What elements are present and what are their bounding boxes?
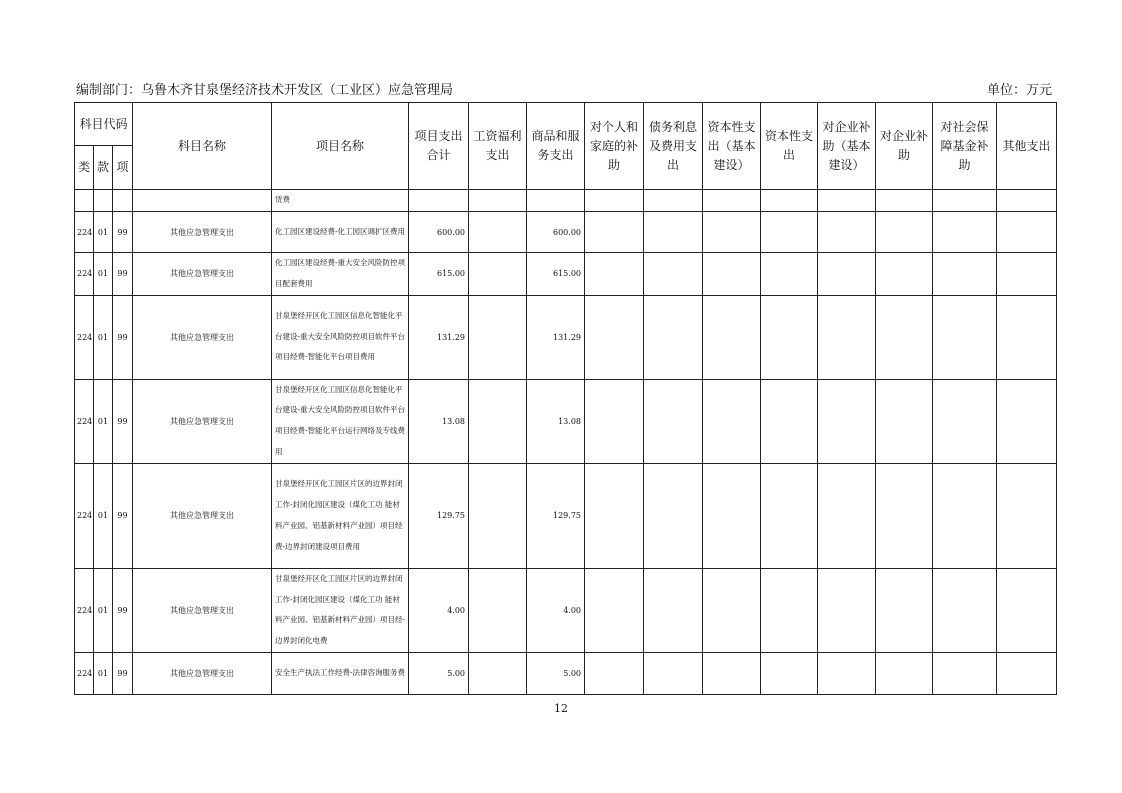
cell-enterprise <box>876 190 933 212</box>
col-individual: 对个人和家庭的补助 <box>585 103 644 190</box>
cell-other <box>997 190 1057 212</box>
col-enterprise-basic: 对企业补助（基本建设） <box>818 103 876 190</box>
cell-lei: 224 <box>75 463 94 568</box>
cell-social <box>933 190 997 212</box>
cell-other <box>997 212 1057 253</box>
cell-debt <box>644 379 703 463</box>
cell-debt <box>644 652 703 694</box>
cell-other <box>997 652 1057 694</box>
cell-project: 化工园区建设经费-重大安全风险防控项目配套费用 <box>272 253 409 296</box>
cell-subject: 其他应急管理支出 <box>133 568 272 652</box>
col-wages: 工资福利支出 <box>469 103 527 190</box>
cell-total <box>409 190 469 212</box>
cell-goods: 615.00 <box>527 253 585 296</box>
cell-kuan <box>94 190 113 212</box>
cell-lei <box>75 190 94 212</box>
col-other: 其他支出 <box>997 103 1057 190</box>
cell-goods: 4.00 <box>527 568 585 652</box>
cell-capital <box>761 379 818 463</box>
table-row <box>75 212 1057 253</box>
cell-capital-basic <box>703 253 761 296</box>
cell-wages <box>469 212 527 253</box>
unit-label: 单位：万元 <box>986 83 1052 98</box>
cell-enterprise-basic <box>818 463 876 568</box>
cell-project: 安全生产执法工作经费-法律咨询服务费 <box>272 652 409 694</box>
cell-enterprise <box>876 295 933 379</box>
col-debt: 债务利息及费用支出 <box>644 103 703 190</box>
cell-subject <box>133 190 272 212</box>
cell-capital <box>761 652 818 694</box>
col-subject: 科目名称 <box>133 103 272 190</box>
cell-capital-basic <box>703 295 761 379</box>
cell-kuan: 01 <box>94 212 113 253</box>
header-row-1 <box>75 103 1057 146</box>
cell-xiang: 99 <box>113 212 133 253</box>
cell-capital-basic <box>703 190 761 212</box>
cell-total: 600.00 <box>409 212 469 253</box>
cell-other <box>997 379 1057 463</box>
col-total: 项目支出合计 <box>409 103 469 190</box>
cell-individual <box>585 253 644 296</box>
cell-xiang: 99 <box>113 568 133 652</box>
table-row <box>75 190 1057 212</box>
cell-enterprise <box>876 463 933 568</box>
cell-xiang <box>113 190 133 212</box>
cell-social <box>933 295 997 379</box>
cell-lei: 224 <box>75 253 94 296</box>
cell-social <box>933 568 997 652</box>
cell-project: 化工园区建设经费-化工园区调扩区费用 <box>272 212 409 253</box>
cell-individual <box>585 212 644 253</box>
cell-subject: 其他应急管理支出 <box>133 463 272 568</box>
col-lei: 类 <box>75 146 94 190</box>
col-capital: 资本性支出 <box>761 103 818 190</box>
cell-enterprise-basic <box>818 652 876 694</box>
cell-capital <box>761 295 818 379</box>
table-row <box>75 379 1057 463</box>
table-row <box>75 253 1057 296</box>
cell-capital <box>761 190 818 212</box>
cell-total: 13.08 <box>409 379 469 463</box>
cell-social <box>933 212 997 253</box>
cell-xiang: 99 <box>113 253 133 296</box>
cell-individual <box>585 190 644 212</box>
cell-debt <box>644 568 703 652</box>
cell-enterprise <box>876 379 933 463</box>
cell-other <box>997 463 1057 568</box>
cell-subject: 其他应急管理支出 <box>133 295 272 379</box>
cell-individual <box>585 295 644 379</box>
cell-enterprise <box>876 568 933 652</box>
cell-xiang: 99 <box>113 463 133 568</box>
cell-wages <box>469 652 527 694</box>
cell-goods: 600.00 <box>527 212 585 253</box>
cell-goods <box>527 190 585 212</box>
cell-debt <box>644 463 703 568</box>
cell-wages <box>469 253 527 296</box>
cell-social <box>933 253 997 296</box>
cell-capital-basic <box>703 652 761 694</box>
cell-lei: 224 <box>75 295 94 379</box>
cell-capital-basic <box>703 212 761 253</box>
cell-individual <box>585 379 644 463</box>
cell-goods: 13.08 <box>527 379 585 463</box>
table-row <box>75 295 1057 379</box>
cell-kuan: 01 <box>94 379 113 463</box>
cell-lei: 224 <box>75 212 94 253</box>
cell-other <box>997 295 1057 379</box>
cell-subject: 其他应急管理支出 <box>133 379 272 463</box>
cell-xiang: 99 <box>113 652 133 694</box>
cell-enterprise <box>876 652 933 694</box>
cell-subject: 其他应急管理支出 <box>133 253 272 296</box>
cell-social <box>933 463 997 568</box>
cell-enterprise-basic <box>818 212 876 253</box>
cell-project: 甘泉堡经开区化工园区信息化智能化平台建设-重大安全风险防控项目软件平台项目经费-智能化平台项目费用 <box>272 295 409 379</box>
cell-total: 615.00 <box>409 253 469 296</box>
cell-kuan: 01 <box>94 652 113 694</box>
col-kuan: 款 <box>94 146 113 190</box>
table-row <box>75 568 1057 652</box>
cell-capital <box>761 463 818 568</box>
cell-goods: 131.29 <box>527 295 585 379</box>
cell-capital <box>761 212 818 253</box>
cell-total: 129.75 <box>409 463 469 568</box>
department-label: 编制部门：乌鲁木齐甘泉堡经济技术开发区（工业区）应急管理局 <box>76 83 454 98</box>
cell-enterprise <box>876 253 933 296</box>
cell-total: 5.00 <box>409 652 469 694</box>
cell-wages <box>469 463 527 568</box>
cell-capital <box>761 568 818 652</box>
table-row <box>75 463 1057 568</box>
col-code-group: 科目代码 <box>75 103 133 146</box>
cell-project: 甘泉堡经开区化工园区信息化智能化平台建设-重大安全风险防控项目软件平台项目经费-智能化平台运行网络及专线费用 <box>272 379 409 463</box>
col-capital-basic: 资本性支出（基本建设） <box>703 103 761 190</box>
cell-total: 131.29 <box>409 295 469 379</box>
cell-wages <box>469 190 527 212</box>
cell-kuan: 01 <box>94 253 113 296</box>
cell-enterprise-basic <box>818 379 876 463</box>
col-xiang: 项 <box>113 146 133 190</box>
cell-goods: 5.00 <box>527 652 585 694</box>
cell-enterprise-basic <box>818 190 876 212</box>
cell-goods: 129.75 <box>527 463 585 568</box>
cell-project: 甘泉堡经开区化工园区片区的边界封闭工作-封闭化园区建设（煤化工功 能材料产业园、铝基新材料产业园）项目经费-边界封闭建设项目费用 <box>272 463 409 568</box>
cell-enterprise-basic <box>818 568 876 652</box>
cell-xiang: 99 <box>113 295 133 379</box>
cell-total: 4.00 <box>409 568 469 652</box>
cell-individual <box>585 568 644 652</box>
cell-social <box>933 379 997 463</box>
budget-table <box>74 102 1057 695</box>
page-number: 12 <box>554 702 568 715</box>
cell-project: 甘泉堡经开区化工园区片区的边界封闭工作-封闭化园区建设（煤化工功 能材料产业园、铝基新材料产业园）项目经-边界封闭化电费 <box>272 568 409 652</box>
cell-subject: 其他应急管理支出 <box>133 212 272 253</box>
cell-capital-basic <box>703 568 761 652</box>
cell-debt <box>644 253 703 296</box>
cell-enterprise <box>876 212 933 253</box>
cell-debt <box>644 190 703 212</box>
cell-lei: 224 <box>75 568 94 652</box>
col-project: 项目名称 <box>272 103 409 190</box>
cell-kuan: 01 <box>94 463 113 568</box>
col-goods: 商品和服务支出 <box>527 103 585 190</box>
cell-kuan: 01 <box>94 295 113 379</box>
col-social: 对社会保障基金补助 <box>933 103 997 190</box>
col-enterprise: 对企业补助 <box>876 103 933 190</box>
cell-subject: 其他应急管理支出 <box>133 652 272 694</box>
cell-wages <box>469 295 527 379</box>
cell-enterprise-basic <box>818 295 876 379</box>
cell-social <box>933 652 997 694</box>
cell-other <box>997 568 1057 652</box>
cell-lei: 224 <box>75 652 94 694</box>
cell-wages <box>469 379 527 463</box>
table-row <box>75 652 1057 694</box>
cell-debt <box>644 212 703 253</box>
cell-project: 赁费 <box>272 190 409 212</box>
cell-lei: 224 <box>75 379 94 463</box>
cell-xiang: 99 <box>113 379 133 463</box>
cell-individual <box>585 652 644 694</box>
cell-debt <box>644 295 703 379</box>
cell-wages <box>469 568 527 652</box>
cell-kuan: 01 <box>94 568 113 652</box>
cell-individual <box>585 463 644 568</box>
cell-capital-basic <box>703 379 761 463</box>
cell-capital-basic <box>703 463 761 568</box>
cell-capital <box>761 253 818 296</box>
cell-other <box>997 253 1057 296</box>
cell-enterprise-basic <box>818 253 876 296</box>
